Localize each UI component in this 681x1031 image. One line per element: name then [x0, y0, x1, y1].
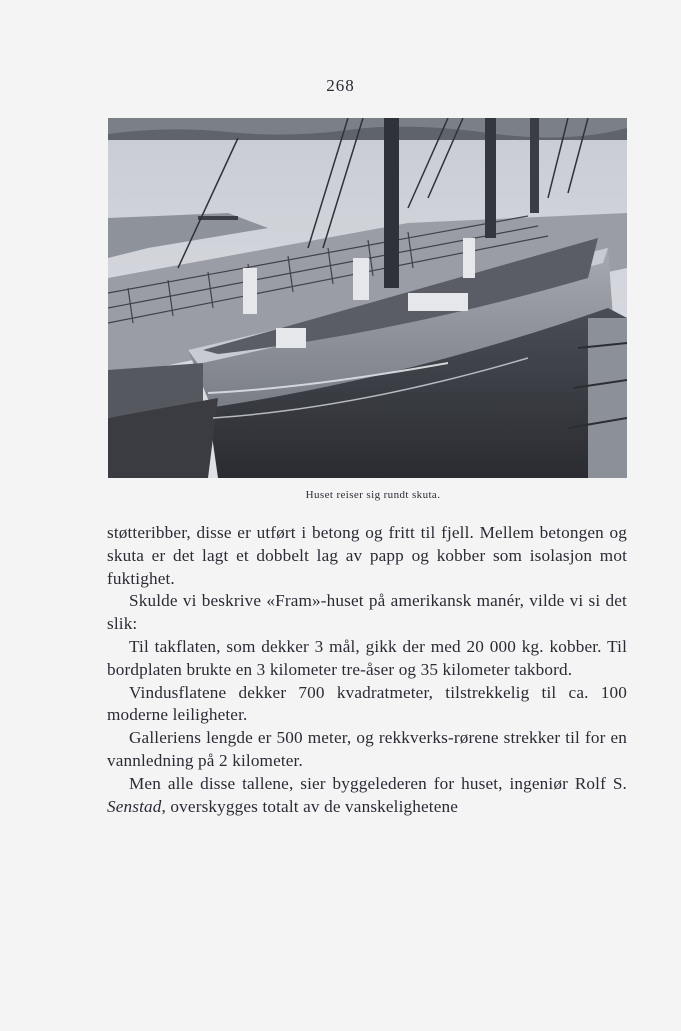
text-span: Men alle disse tallene, sier byggelederen for huset, ingeniør Rolf S. — [129, 773, 627, 793]
paragraph: Vindusflatene dekker 700 kvadratmeter, tilstrekkelig til ca. 100 moderne leiligheter. — [107, 682, 627, 725]
photo-caption: Huset reiser sig rundt skuta. — [305, 489, 441, 501]
engineer-name: Senstad — [107, 796, 162, 816]
page-number: 268 — [326, 76, 355, 95]
paragraph: Galleriens lengde er 500 meter, og rekkverks-rørene strekker til for en vannledning på 2 kilometer. — [107, 728, 627, 770]
paragraph — [107, 773, 627, 819]
paragraph: støtteribber, disse er utført i betong og fritt til fjell. Mellem betongen og skuta er det lagt et dobbelt lag av papp og kobber som isolasjon mot fuktighet. — [107, 523, 627, 588]
paragraph: Skulde vi beskrive «Fram»-huset på amerikansk manér, vilde vi si det slik: — [107, 591, 627, 634]
paragraph: Til takflaten, som dekker 3 mål, gikk der med 20 000 kg. kobber. Til bordplaten brukte en 3 kilometer tre-åser og 35 kilometer takbord. — [107, 636, 627, 679]
text-span: , overskygges totalt av de vanskelighetene — [161, 796, 459, 816]
body-text — [107, 522, 627, 818]
ship-photograph — [108, 118, 627, 478]
